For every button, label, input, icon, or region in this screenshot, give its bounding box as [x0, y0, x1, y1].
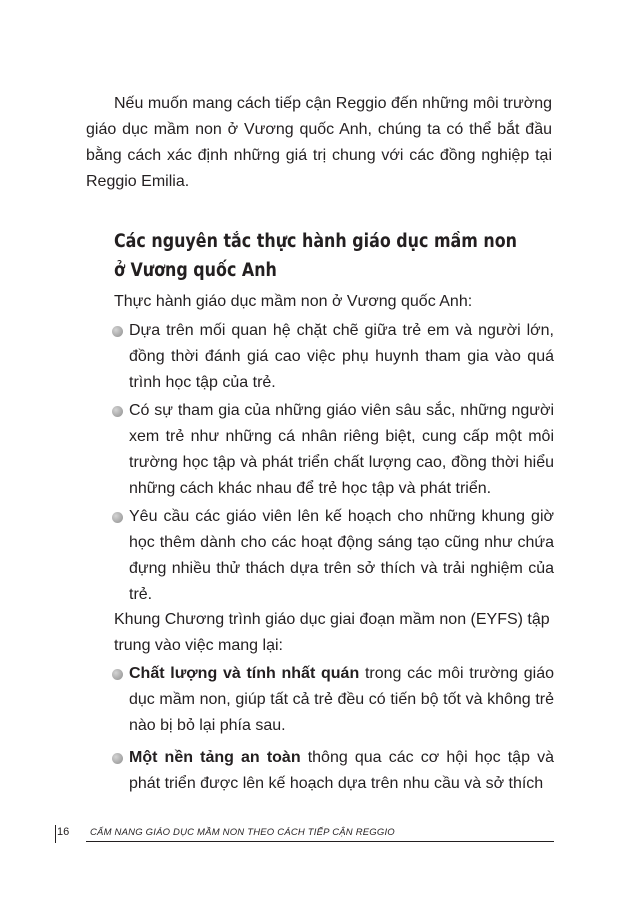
list-item-text: Yêu cầu các giáo viên lên kế hoạch cho những khung giờ học thêm dành cho các hoạt động sáng tạo cũng như chứa đựng nhiều thử thách dựa trên sở thích và trải nghiệm của trẻ. [129, 508, 554, 603]
bullet-icon [112, 669, 123, 680]
bullet-icon [112, 512, 123, 523]
section-heading-line-2: ở Vương quốc Anh [114, 260, 277, 281]
footer-divider-vertical [55, 825, 56, 843]
section-heading-line-1: Các nguyên tắc thực hành giáo dục mầm non [114, 231, 518, 252]
principles-list [112, 318, 554, 610]
list-item [112, 661, 554, 739]
intro-text: Nếu muốn mang cách tiếp cận Reggio đến những môi trường giáo dục mầm non ở Vương quốc Anh, chúng ta có thể bắt đầu bằng cách xác định những giá trị chung với các đồng nghiệp tại Reggio Emilia. [86, 95, 552, 190]
section-heading [114, 227, 518, 285]
bullet-icon [112, 753, 123, 764]
eyfs-list [112, 661, 554, 803]
bullet-icon [112, 326, 123, 337]
list-item-bold-text: Chất lượng và tính nhất quán [129, 665, 360, 682]
list-item-text: Dựa trên mối quan hệ chặt chẽ giữa trẻ em và người lớn, đồng thời đánh giá cao việc phụ huynh tham gia vào quá trình học tập của trẻ. [129, 322, 554, 391]
list-item [112, 745, 554, 797]
page-number: 16 [57, 826, 70, 838]
lead-paragraph-2: Khung Chương trình giáo dục giai đoạn mầm non (EYFS) tập trung vào việc mang lại: [114, 611, 550, 654]
list-item-text: trong các môi trường giáo dục mầm non, giúp tất cả trẻ đều có tiến bộ tốt và không trẻ nào bị bỏ lại phía sau. [129, 665, 554, 734]
list-item-bold-text: Một nền tảng an toàn [129, 749, 301, 766]
list-item [112, 504, 554, 608]
list-item [112, 398, 554, 502]
footer-divider-horizontal [86, 841, 554, 842]
list-item-text: Có sự tham gia của những giáo viên sâu sắc, những người xem trẻ như những cá nhân riêng biệt, cung cấp một môi trường học tập và phát triển chất lượng cao, đồng thời hiểu những cách khác nhau để trẻ học tập và phát triển. [129, 402, 554, 497]
list-item [112, 318, 554, 396]
bullet-icon [112, 406, 123, 417]
lead-paragraph-1: Thực hành giáo dục mầm non ở Vương quốc Anh: [114, 293, 473, 310]
running-footer-title: CẨM NANG GIÁO DỤC MẦM NON THEO CÁCH TIẾP CẬN REGGIO [90, 827, 395, 838]
intro-paragraph [86, 91, 552, 195]
list-item-text: thông qua các cơ hội học tập và phát triển được lên kế hoạch dựa trên nhu cầu và sở thích [129, 749, 554, 792]
